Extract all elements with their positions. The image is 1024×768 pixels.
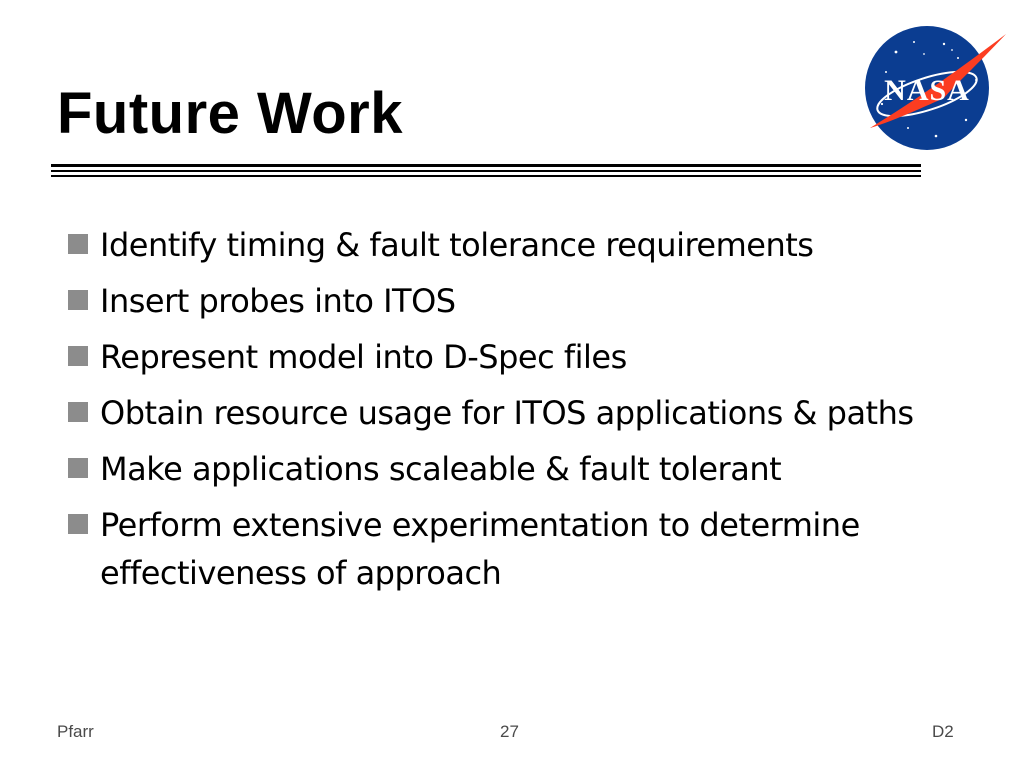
- slide-title: Future Work: [57, 81, 403, 146]
- square-bullet-icon: [68, 458, 88, 478]
- bullet-text: Insert probes into ITOS: [100, 282, 456, 320]
- bullet-text: Obtain resource usage for ITOS applications & paths: [100, 394, 914, 432]
- bullet-text: Make applications scaleable & fault tolerant: [100, 450, 782, 488]
- bullet-text: Represent model into D-Spec files: [100, 338, 627, 376]
- title-divider-middle: [51, 170, 921, 172]
- square-bullet-icon: [68, 346, 88, 366]
- bullet-text: Perform extensive experimentation to determine effectiveness of approach: [100, 506, 860, 592]
- bullet-item: [68, 501, 968, 597]
- bullet-item: [68, 445, 968, 493]
- nasa-logo-icon: [856, 24, 1008, 152]
- bullet-item: [68, 277, 968, 325]
- bullet-list: [68, 221, 968, 605]
- square-bullet-icon: [68, 514, 88, 534]
- svg-text:NASA: NASA: [884, 74, 970, 107]
- square-bullet-icon: [68, 402, 88, 422]
- square-bullet-icon: [68, 234, 88, 254]
- bullet-item: [68, 333, 968, 381]
- bullet-text: Identify timing & fault tolerance requirements: [100, 226, 814, 264]
- bullet-item: [68, 389, 968, 437]
- footer-author: Pfarr: [57, 722, 94, 741]
- bullet-item: [68, 221, 968, 269]
- footer-section: D2: [932, 722, 954, 741]
- footer-page-number: 27: [500, 722, 519, 741]
- title-divider-bottom: [51, 175, 921, 177]
- title-divider-top: [51, 164, 921, 167]
- square-bullet-icon: [68, 290, 88, 310]
